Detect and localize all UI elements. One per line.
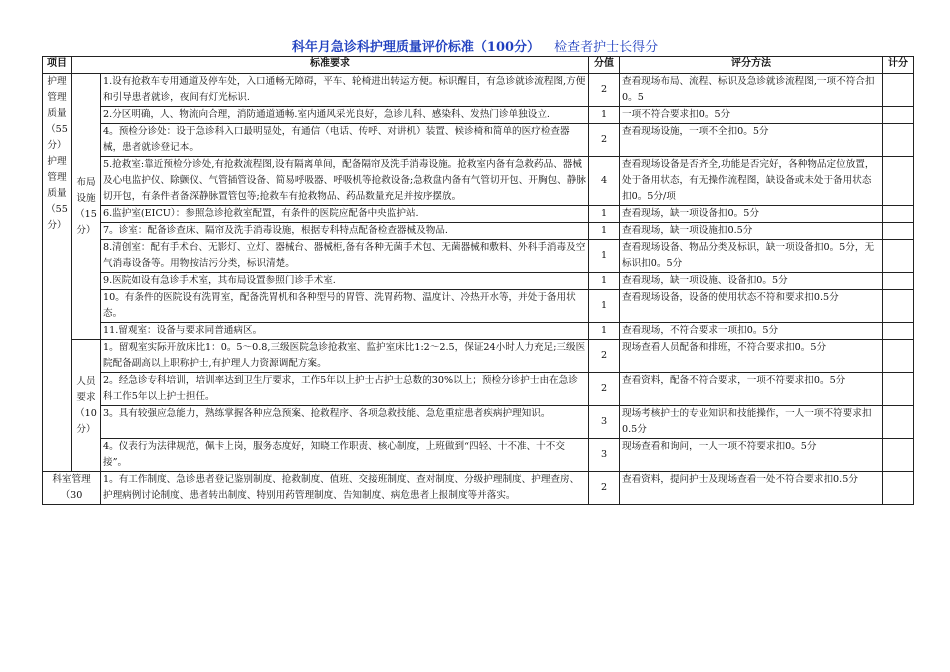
method-cell: 查看现场，缺一项设施扣0.5分 [620,223,883,240]
standard-cell: 4。仪表行为法律规范，佩卡上岗，服务态度好，知晓工作职责、核心制度，上班做到“四轻、十不准、十不交接”。 [101,439,589,472]
standard-cell: 5.抢救室:靠近预检分诊处,有抢救流程图,设有隔离单间，配备隔帘及洗手消毒设施。抢救室内备有急救药品、器械及心电监护仪、除颤仪、气管插管设备、简易呼吸器、呼吸机等抢救设备;急救盘内备有气管切开包、开胸包、静脉切开包，有条件者备深静脉置管包等;抢救车有抢救物品、药品数量充足并按序摆放。 [101,157,589,206]
header-standard: 标准要求 [72,57,589,74]
points-cell [883,157,914,206]
table-row [43,340,914,373]
table-row [43,223,914,240]
method-cell: 查看现场设备是否齐全,功能是否完好，各种物品定位放置，处于备用状态，有无操作流程图，缺设备或未处于备用状态扣0。5分/项 [620,157,883,206]
table-row [43,373,914,406]
table-row [43,290,914,323]
table-row [43,124,914,157]
header-points: 计分 [883,57,914,74]
section-label-cell: 人员要求（10分） [72,340,101,472]
score-cell: 2 [589,74,620,107]
method-cell: 查看现场设备，设备的使用状态不符和要求扣0.5分 [620,290,883,323]
header-project: 项目 [43,57,72,74]
points-cell [883,472,914,505]
method-cell: 查看现场设施，一项不全扣0。5分 [620,124,883,157]
document-title [0,36,950,55]
points-cell [883,206,914,223]
points-cell [883,373,914,406]
score-cell: 2 [589,472,620,505]
score-cell: 3 [589,406,620,439]
method-cell: 查看现场，缺一项设备扣0。5分 [620,206,883,223]
method-cell: 查看现场，缺一项设施、设备扣0。5分 [620,273,883,290]
standard-cell: 11.留观室：设备与要求同普通病区。 [101,323,589,340]
score-cell: 2 [589,340,620,373]
section-label-cell: 布局设施（15分） [72,74,101,340]
table-row [43,107,914,124]
standard-cell: 2。经急诊专科培训，培训率达到卫生厅要求，工作5年以上护士占护士总数的30%以上；预检分诊护士由在急诊科工作5年以上护士担任。 [101,373,589,406]
title-sub: 检查者护士长得分 [554,40,659,55]
title-main: 科年月急诊科护理质量评价标准（100分） [291,40,541,55]
table-row [43,74,914,107]
evaluation-table [42,56,914,505]
score-cell: 1 [589,107,620,124]
table-header-row [43,57,914,74]
score-cell: 1 [589,290,620,323]
standard-cell: 1.设有抢救车专用通道及停车处，入口通畅无障碍，平车、轮椅进出转运方便。标识醒目，有急诊就诊流程图,方便和引导患者就诊，夜间有灯光标识. [101,74,589,107]
method-cell: 查看现场设备、物品分类及标识，缺一项设备扣0。5分，无标识扣0。5分 [620,240,883,273]
standard-cell: 10。有条件的医院设有洗胃室，配备洗胃机和各种型号的胃管、洗胃药物、温度计、冷热开水等，并处于备用状态。 [101,290,589,323]
method-cell: 现场考核护士的专业知识和技能操作，一人一项不符要求扣0.5分 [620,406,883,439]
table-row [43,206,914,223]
method-cell: 一项不符合要求扣0。5分 [620,107,883,124]
points-cell [883,406,914,439]
points-cell [883,340,914,373]
table-row [43,240,914,273]
points-cell [883,240,914,273]
method-cell: 现场查看人员配备和排班，不符合要求扣0。5分 [620,340,883,373]
table-body [43,74,914,505]
points-cell [883,290,914,323]
method-cell: 查看资料，配备不符合要求，一项不符要求扣0。5分 [620,373,883,406]
table-row [43,439,914,472]
method-cell: 现场查看和询问，一人一项不符要求扣0。5分 [620,439,883,472]
standard-cell: 6.监护室(EICU）：参照急诊抢救室配置，有条件的医院应配备中央监护站. [101,206,589,223]
score-cell: 3 [589,439,620,472]
standard-cell: 7。诊室：配备诊查床、隔帘及洗手消毒设施，根据专科特点配备检查器械及物品. [101,223,589,240]
table-row [43,406,914,439]
standard-cell: 1。留观室实际开放床比1：0。5～0.8,三级医院急诊抢救室、监护室床比1:2～2.5，保证24小时人力充足;三级医院配备副高以上职称护士,有护理人力资源调配方案。 [101,340,589,373]
table-row [43,273,914,290]
points-cell [883,273,914,290]
score-cell: 1 [589,273,620,290]
project-category-cell: 护理管理质量（55分）护理管理质量（55分） [43,74,72,472]
method-cell: 查看现场布局、流程、标识及急诊就诊流程图,一项不符合扣0。5 [620,74,883,107]
table-row [43,157,914,206]
points-cell [883,323,914,340]
points-cell [883,74,914,107]
score-cell: 1 [589,206,620,223]
score-cell: 1 [589,323,620,340]
table-row [43,323,914,340]
points-cell [883,124,914,157]
standard-cell: 3。具有较强应急能力，熟练掌握各种应急预案、抢救程序、各项急救技能、急危重症患者疾病护理知识。 [101,406,589,439]
section-label-cell: 科室管理（30 [43,472,101,505]
standard-cell: 4。预检分诊处：设于急诊科入口最明显处，有通信（电话、传呼、对讲机）装置、候诊椅和简单的医疗检查器械，患者就诊登记本。 [101,124,589,157]
score-cell: 1 [589,240,620,273]
method-cell: 查看现场，不符合要求一项扣0。5分 [620,323,883,340]
standard-cell: 2.分区明确，人、物流向合理，消防通道通畅.室内通风采光良好，急诊儿科、感染科、发热门诊单独设立. [101,107,589,124]
score-cell: 1 [589,223,620,240]
standard-cell: 1。有工作制度、急诊患者登记鉴别制度、抢救制度、值班、交接班制度、查对制度、分级护理制度、护理查房、护理病例讨论制度、患者转出制度、特别用药管理制度、告知制度、病危患者上报制度等并落实。 [101,472,589,505]
score-cell: 4 [589,157,620,206]
score-cell: 2 [589,373,620,406]
points-cell [883,107,914,124]
points-cell [883,439,914,472]
points-cell [883,223,914,240]
standard-cell: 8.清创室：配有手术台、无影灯、立灯、器械台、器械柜,备有各种无菌手术包、无菌器械和敷料、外科手消毒及空气消毒设备等。用物按洁污分类，标识清楚。 [101,240,589,273]
score-cell: 2 [589,124,620,157]
method-cell: 查看资料，提问护士及现场查看一处不符合要求扣0.5分 [620,472,883,505]
table-row [43,472,914,505]
header-score: 分值 [589,57,620,74]
standard-cell: 9.医院如设有急诊手术室，其布局设置参照门诊手术室. [101,273,589,290]
header-method: 评分方法 [620,57,883,74]
